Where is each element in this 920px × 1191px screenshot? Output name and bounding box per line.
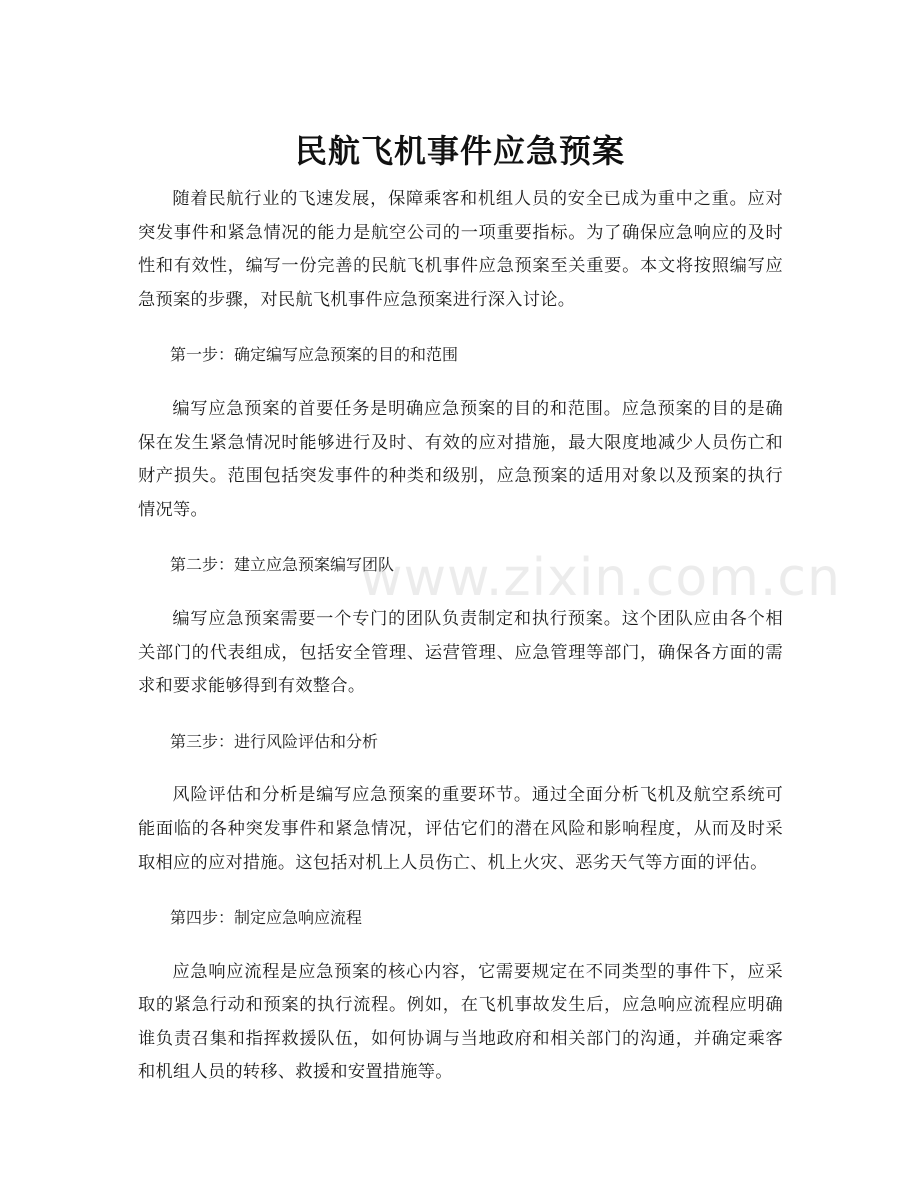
- step-3-heading: 第三步：进行风险评估和分析: [170, 731, 379, 751]
- document-title: 民航飞机事件应急预案: [294, 132, 625, 171]
- step-2-heading: 第二步：建立应急预案编写团队: [170, 555, 395, 575]
- watermark-text: www.zixin.com.cn: [360, 548, 841, 608]
- step-3-paragraph: 风险评估和分析是编写应急预案的重要环节。通过全面分析飞机及航空系统可能面临的各种突发事件和紧急情况，评估它们的潜在风险和影响程度，从而及时采取相应的应对措施。这包括对机上人员伤亡、机上火灾、恶劣天气等方面的评估。: [138, 785, 783, 873]
- intro-paragraph: 随着民航行业的飞速发展，保障乘客和机组人员的安全已成为重中之重。应对突发事件和紧急情况的能力是航空公司的一项重要指标。为了确保应急响应的及时性和有效性，编写一份完善的民航飞机事件应急预案至关重要。本文将按照编写应急预案的步骤，对民航飞机事件应急预案进行深入讨论。: [138, 189, 783, 310]
- step-1-heading: 第一步：确定编写应急预案的目的和范围: [170, 345, 459, 365]
- step-4-heading: 第四步：制定应急响应流程: [170, 908, 363, 928]
- step-1-paragraph: 编写应急预案的首要任务是明确应急预案的目的和范围。应急预案的目的是确保在发生紧急情况时能够进行及时、有效的应对措施，最大限度地减少人员伤亡和财产损失。范围包括突发事件的种类和级别，应急预案的适用对象以及预案的执行情况等。: [138, 398, 783, 520]
- step-4-paragraph: 应急响应流程是应急预案的核心内容，它需要规定在不同类型的事件下，应采取的紧急行动和预案的执行流程。例如，在飞机事故发生后，应急响应流程应明确谁负责召集和指挥救援队伍，如何协调与当地政府和相关部门的沟通，并确定乘客和机组人员的转移、救援和安置措施等。: [138, 961, 783, 1083]
- step-2-paragraph: 编写应急预案需要一个专门的团队负责制定和执行预案。这个团队应由各个相关部门的代表组成，包括安全管理、运营管理、应急管理等部门，确保各方面的需求和要求能够得到有效整合。: [138, 608, 783, 697]
- document-body: [138, 183, 783, 1111]
